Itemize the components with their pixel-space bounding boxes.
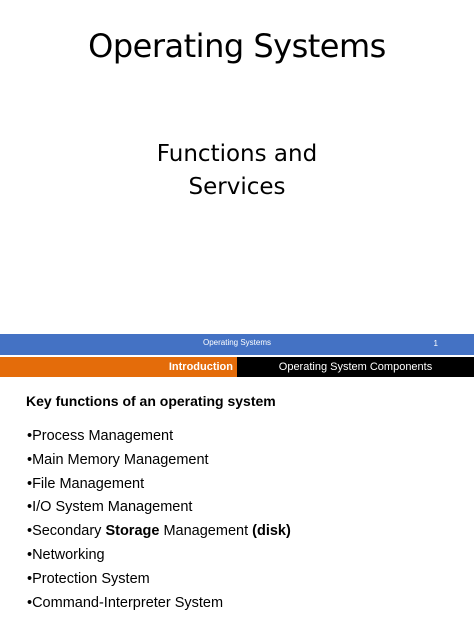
list-item: •Process Management [27, 428, 174, 444]
list-item: •Command-Interpreter System [27, 594, 224, 611]
section-nav-bar [0, 357, 474, 377]
storage-bold: Storage [105, 523, 160, 540]
page-number: 1 [433, 339, 438, 348]
nav-item-introduction-label: Introduction [168, 361, 233, 373]
list-item: •Main Memory Management [27, 451, 209, 468]
content-slide [0, 334, 474, 632]
section-heading: Key functions of an operating system [26, 393, 276, 409]
slide-header-bar [0, 334, 474, 355]
list-item: •Protection System [27, 570, 150, 587]
list-item-storage [27, 520, 291, 544]
disk-bold: (disk) [252, 523, 291, 540]
function-list [27, 425, 291, 615]
slide-subtitle [0, 138, 474, 204]
header-title: Operating Systems [202, 338, 272, 347]
subtitle-line-1: Functions and [156, 141, 318, 167]
nav-item-os-components[interactable]: Operating System Components [237, 357, 474, 377]
list-item: •I/O System Management [27, 499, 193, 516]
storage-middle: Management [159, 523, 253, 540]
list-item: •Networking [27, 546, 105, 563]
list-item: •File Management [27, 475, 145, 492]
slide-title: Operating Systems [88, 27, 386, 65]
subtitle-line-2: Services [188, 174, 286, 200]
nav-item-introduction[interactable] [0, 357, 237, 377]
storage-prefix: •Secondary [27, 523, 106, 540]
